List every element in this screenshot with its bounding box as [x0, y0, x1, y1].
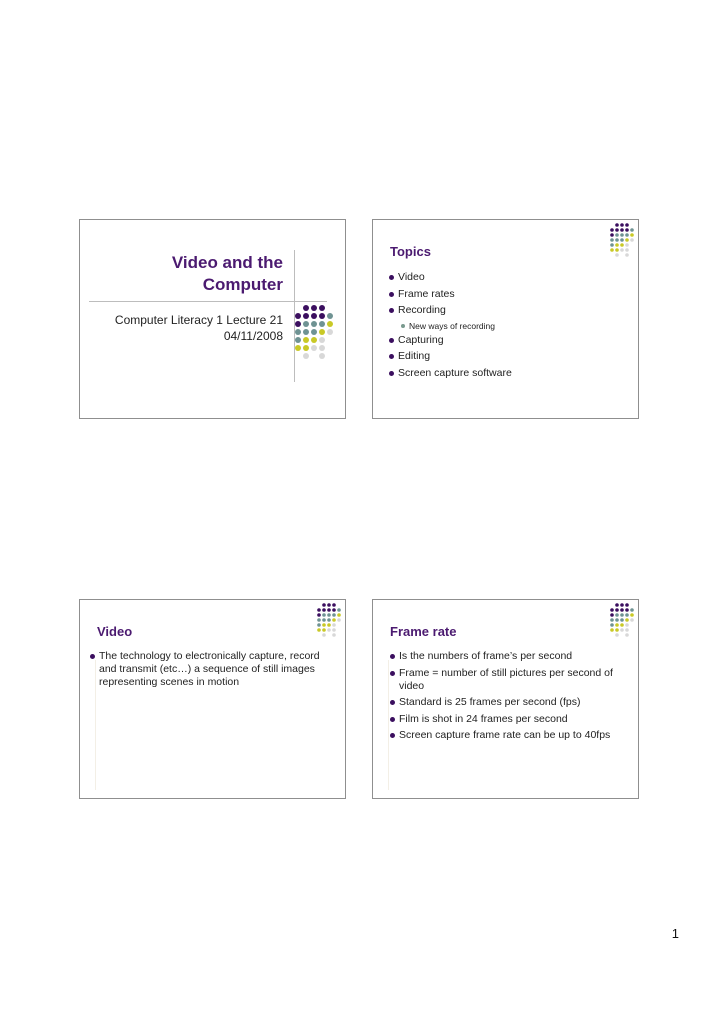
list-item: Frame = number of still pictures per second of video: [390, 667, 630, 693]
decorative-dot: [337, 608, 341, 612]
decorative-dot: [295, 329, 301, 335]
decorative-dot: [620, 248, 624, 252]
slide-4-title: Frame rate: [390, 624, 457, 639]
decorative-dot: [311, 337, 317, 343]
decorative-dot: [620, 238, 624, 242]
decorative-dot: [337, 618, 341, 622]
decorative-dot: [625, 618, 629, 622]
decorative-dot: [317, 608, 321, 612]
decorative-dot: [620, 228, 624, 232]
decorative-dot: [610, 608, 614, 612]
decorative-dot: [625, 603, 629, 607]
list-item: The technology to electronically capture, record and transmit (etc…) a sequence of still images representing scenes in motion: [90, 650, 330, 689]
decorative-dot: [322, 618, 326, 622]
decorative-dot: [327, 603, 331, 607]
decorative-dot: [295, 345, 301, 351]
lecture-name: Computer Literacy 1 Lecture 21: [114, 313, 283, 327]
slide-frame-rate: [372, 599, 639, 799]
decorative-dot: [327, 321, 333, 327]
slide-1-subtitle: [93, 312, 283, 344]
decorative-dot: [295, 337, 301, 343]
decorative-dot: [630, 228, 634, 232]
decorative-dot: [327, 329, 333, 335]
decorative-dot: [615, 628, 619, 632]
sub-list-item: New ways of recording: [389, 321, 619, 332]
decorative-dot: [303, 305, 309, 311]
decorative-dot: [620, 613, 624, 617]
decorative-dot: [630, 613, 634, 617]
list-item: Standard is 25 frames per second (fps): [390, 696, 630, 709]
decorative-dot: [303, 321, 309, 327]
decorative-dot: [610, 623, 614, 627]
decorative-dot: [615, 233, 619, 237]
slide-2-title: Topics: [390, 244, 431, 259]
decorative-dot: [303, 329, 309, 335]
decorative-dot: [615, 603, 619, 607]
decorative-dot: [327, 613, 331, 617]
decorative-dot: [610, 228, 614, 232]
decorative-dot: [322, 623, 326, 627]
decorative-dot: [317, 628, 321, 632]
decorative-dot: [620, 628, 624, 632]
decorative-dot: [303, 313, 309, 319]
decorative-dot: [615, 228, 619, 232]
decorative-dot: [610, 613, 614, 617]
slide-topics: [372, 219, 639, 419]
decorative-dot: [625, 253, 629, 257]
decorative-dot: [303, 353, 309, 359]
dot-grid-small-icon: [609, 222, 639, 267]
slide-video: [79, 599, 346, 799]
slide-3-title: Video: [97, 624, 133, 639]
decorative-dot: [620, 223, 624, 227]
decorative-dot: [610, 618, 614, 622]
list-item: Frame rates: [389, 288, 619, 301]
decorative-dot: [337, 613, 341, 617]
divider-horizontal: [89, 301, 327, 302]
topics-list: [389, 271, 619, 383]
decorative-dot: [319, 353, 325, 359]
decorative-dot: [630, 233, 634, 237]
decorative-dot: [625, 628, 629, 632]
decorative-dot: [319, 305, 325, 311]
decorative-dot: [630, 238, 634, 242]
decorative-dot: [327, 618, 331, 622]
decorative-dot: [327, 313, 333, 319]
dot-grid-large-icon: [294, 304, 346, 376]
list-item: Recording: [389, 304, 619, 317]
decorative-dot: [615, 623, 619, 627]
slide-title-video-and-computer: [79, 219, 346, 419]
decorative-dot: [319, 313, 325, 319]
decorative-dot: [625, 223, 629, 227]
decorative-dot: [625, 608, 629, 612]
slide-1-title: Video and the Computer: [171, 253, 283, 294]
decorative-dot: [317, 613, 321, 617]
decorative-dot: [620, 618, 624, 622]
decorative-dot: [295, 321, 301, 327]
decorative-dot: [322, 608, 326, 612]
decorative-dot: [615, 223, 619, 227]
decorative-dot: [615, 613, 619, 617]
list-item: Film is shot in 24 frames per second: [390, 713, 630, 726]
decorative-dot: [620, 623, 624, 627]
decorative-dot: [319, 321, 325, 327]
decorative-dot: [625, 248, 629, 252]
decorative-dot: [615, 618, 619, 622]
decorative-dot: [332, 633, 336, 637]
decorative-dot: [332, 608, 336, 612]
decorative-dot: [327, 628, 331, 632]
decorative-dot: [319, 337, 325, 343]
decorative-dot: [610, 233, 614, 237]
decorative-dot: [317, 618, 321, 622]
decorative-dot: [625, 623, 629, 627]
decorative-dot: [322, 628, 326, 632]
decorative-dot: [615, 253, 619, 257]
decorative-dot: [625, 243, 629, 247]
decorative-dot: [620, 233, 624, 237]
frame-rate-list: [390, 650, 630, 746]
decorative-dot: [615, 238, 619, 242]
decorative-dot: [615, 608, 619, 612]
slide-rule: [388, 660, 389, 790]
decorative-dot: [303, 345, 309, 351]
decorative-dot: [620, 608, 624, 612]
decorative-dot: [625, 613, 629, 617]
decorative-dot: [615, 633, 619, 637]
decorative-dot: [615, 243, 619, 247]
decorative-dot: [322, 613, 326, 617]
decorative-dot: [610, 243, 614, 247]
decorative-dot: [327, 623, 331, 627]
page-number: 1: [671, 926, 679, 941]
lecture-date: 04/11/2008: [223, 329, 283, 343]
list-item: Is the numbers of frame’s per second: [390, 650, 630, 663]
decorative-dot: [311, 345, 317, 351]
decorative-dot: [615, 248, 619, 252]
dot-grid-small-icon: [316, 602, 346, 647]
decorative-dot: [332, 613, 336, 617]
decorative-dot: [311, 313, 317, 319]
decorative-dot: [620, 243, 624, 247]
decorative-dot: [303, 337, 309, 343]
decorative-dot: [332, 618, 336, 622]
dot-grid-small-icon: [609, 602, 639, 647]
decorative-dot: [319, 345, 325, 351]
video-definition-list: [90, 650, 330, 693]
list-item: Capturing: [389, 334, 619, 347]
list-item: Editing: [389, 350, 619, 363]
list-item: Video: [389, 271, 619, 284]
decorative-dot: [625, 233, 629, 237]
decorative-dot: [317, 623, 321, 627]
decorative-dot: [620, 603, 624, 607]
list-item: Screen capture software: [389, 367, 619, 380]
decorative-dot: [327, 608, 331, 612]
decorative-dot: [610, 238, 614, 242]
decorative-dot: [332, 628, 336, 632]
decorative-dot: [630, 608, 634, 612]
decorative-dot: [610, 248, 614, 252]
decorative-dot: [311, 305, 317, 311]
decorative-dot: [332, 603, 336, 607]
decorative-dot: [630, 618, 634, 622]
decorative-dot: [311, 329, 317, 335]
decorative-dot: [625, 228, 629, 232]
decorative-dot: [610, 628, 614, 632]
decorative-dot: [625, 238, 629, 242]
decorative-dot: [332, 623, 336, 627]
decorative-dot: [319, 329, 325, 335]
decorative-dot: [322, 633, 326, 637]
decorative-dot: [322, 603, 326, 607]
decorative-dot: [311, 321, 317, 327]
list-item: Screen capture frame rate can be up to 40fps: [390, 729, 630, 742]
decorative-dot: [295, 313, 301, 319]
decorative-dot: [625, 633, 629, 637]
